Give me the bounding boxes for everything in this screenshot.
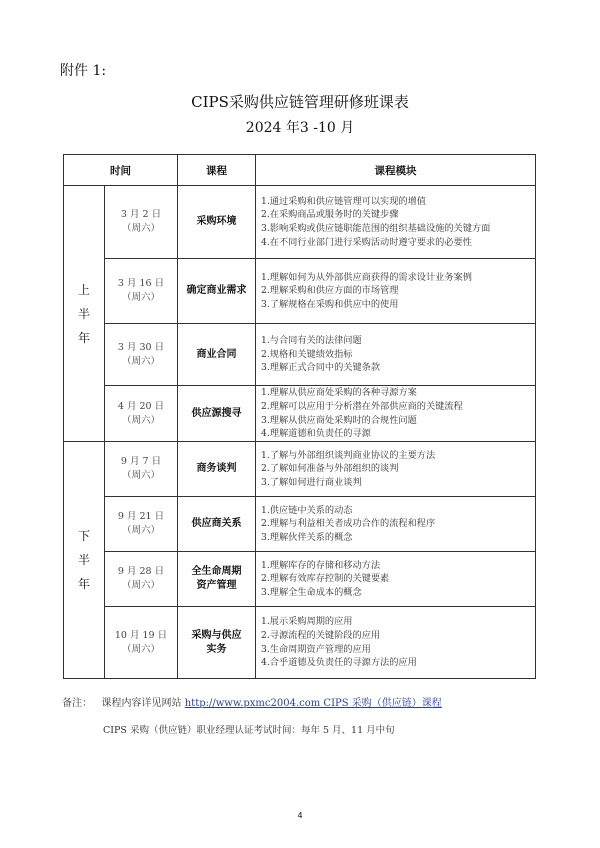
- course-cell: [178, 386, 256, 442]
- table-row: [64, 324, 536, 386]
- header-course: 课程: [178, 155, 256, 186]
- course-name: 采购与供应实务: [191, 629, 242, 655]
- module-item: 1.了解与外部组织谈判商业协议的主要方法: [261, 449, 436, 461]
- session-date: 3 月 16 日: [117, 278, 165, 289]
- session-date: 10 月 19 日: [114, 629, 168, 641]
- module-item: 2.规格和关键绩效指标: [261, 348, 353, 360]
- session-date: 4 月 20 日: [117, 400, 165, 412]
- course-name: 商业合同: [196, 348, 237, 360]
- half-year-cell: [64, 442, 105, 679]
- table-row: [64, 552, 536, 607]
- document-title: CIPS采购供应链管理研修班课表: [191, 93, 409, 111]
- session-date: 9 月 28 日: [117, 566, 165, 577]
- note-line: [62, 694, 442, 709]
- session-day: （周六）: [121, 643, 160, 655]
- table-row: [64, 442, 536, 497]
- module-item: 4.合乎道德及负责任的寻源方法的应用: [261, 657, 417, 669]
- course-cell: [178, 186, 256, 259]
- module-item: 2.在采购商品或服务时的关键步骤: [261, 209, 399, 221]
- module-item: 3.理解正式合同中的关键条款: [261, 362, 381, 374]
- module-item: 1.通过采购和供应链管理可以实现的增值: [261, 195, 426, 207]
- module-item: 1.供应链中关系的动态: [261, 504, 353, 516]
- half-year-label: 上半年: [78, 282, 91, 345]
- module-item: 2.理解与利益相关者成功合作的流程和程序: [261, 518, 436, 530]
- session-day: （周六）: [121, 414, 160, 426]
- header-modules: 课程模块: [256, 155, 536, 186]
- table-row: [64, 607, 536, 679]
- header-time: 时间: [64, 155, 178, 186]
- page-number: 4: [297, 811, 303, 820]
- course-name: 商务谈判: [196, 463, 237, 474]
- course-modules: [256, 442, 536, 497]
- module-item: 3.影响采购或供应链职能范围的组织基础设施的关键方面: [261, 223, 491, 234]
- module-item: 1.与合同有关的法律问题: [261, 335, 362, 347]
- half-year-cell: [64, 186, 105, 442]
- course-name: 采购环境: [196, 216, 237, 227]
- session-day: （周六）: [121, 580, 160, 591]
- table-row: [64, 259, 536, 324]
- session-day: （周六）: [121, 223, 160, 234]
- session-date-cell: [105, 552, 178, 607]
- course-modules: [256, 186, 536, 259]
- document-subtitle: 2024 年3 -10 月: [245, 120, 355, 136]
- session-day: （周六）: [121, 470, 160, 481]
- module-item: 4.理解道德和负责任的寻源: [261, 428, 371, 440]
- session-date-cell: [105, 259, 178, 324]
- session-date: 9 月 7 日: [120, 456, 162, 467]
- session-date-cell: [105, 442, 178, 497]
- module-item: 3.了解规格在采购和供应中的使用: [261, 298, 399, 310]
- course-modules: [256, 607, 536, 679]
- module-item: 2.理解有效库存控制的关键要素: [261, 573, 390, 585]
- course-name: 供应商关系: [191, 518, 242, 529]
- module-item: 1.展示采购周期的应用: [261, 616, 353, 628]
- session-date-cell: [105, 607, 178, 679]
- attachment-label: 附件 1:: [60, 63, 107, 79]
- course-cell: [178, 552, 256, 607]
- course-cell: [178, 259, 256, 324]
- session-day: （周六）: [121, 355, 160, 367]
- course-modules: [256, 497, 536, 552]
- module-item: 2.理解可以应用于分析潜在外部供应商的关键流程: [261, 400, 463, 412]
- course-cell: [178, 497, 256, 552]
- course-modules: [256, 259, 536, 324]
- schedule-table: [63, 154, 536, 679]
- half-year-label: 下半年: [78, 529, 91, 591]
- session-day: （周六）: [121, 292, 160, 303]
- course-modules: [256, 552, 536, 607]
- course-modules: [256, 324, 536, 386]
- session-day: （周六）: [121, 525, 160, 536]
- course-cell: [178, 324, 256, 386]
- module-item: 3.生命周期资产管理的应用: [261, 643, 371, 655]
- module-item: 3.了解如何进行商业谈判: [261, 476, 362, 488]
- module-item: 2.了解如何准备与外部组织的谈判: [261, 463, 399, 475]
- website-link[interactable]: http://www.pxmc2004.com CIPS 采购（供应链）课程: [184, 698, 442, 709]
- table-row: [64, 497, 536, 552]
- module-item: 3.理解从供应商处采购时的合规性问题: [261, 414, 417, 426]
- session-date-cell: [105, 497, 178, 552]
- session-date: 9 月 21 日: [117, 511, 165, 522]
- exam-time-note: CIPS 采购（供应链）职业经理认证考试时间：每年 5 月、11 月中旬: [103, 725, 395, 736]
- module-item: 3.理解全生命成本的概念: [261, 586, 362, 598]
- session-date-cell: [105, 324, 178, 386]
- module-item: 4.在不同行业部门进行采购活动时遵守要求的必要性: [261, 236, 472, 248]
- course-name: 确定商业需求: [186, 285, 247, 296]
- module-item: 2.寻源流程的关键阶段的应用: [261, 629, 381, 641]
- table-header-row: [64, 155, 536, 186]
- table-row: [64, 386, 536, 442]
- module-item: 1.理解从供应商处采购的各种寻源方案: [261, 387, 417, 399]
- module-item: 3.理解伙伴关系的概念: [261, 531, 353, 543]
- module-item: 1.理解库存的存储和移动方法: [261, 559, 381, 571]
- course-cell: [178, 607, 256, 679]
- table-row: [64, 186, 536, 259]
- module-item: 1.理解如何为从外部供应商获得的需求设计业务案例: [261, 271, 472, 283]
- note-text: 课程内容详见网站: [101, 698, 182, 709]
- module-item: 2.理解采购和供应方面的市场管理: [261, 285, 399, 297]
- course-name: 全生命周期资产管理: [191, 566, 242, 591]
- session-date: 3 月 2 日: [120, 209, 162, 220]
- session-date-cell: [105, 186, 178, 259]
- session-date: 3 月 30 日: [117, 341, 165, 353]
- course-cell: [178, 442, 256, 497]
- note-label: 备注：: [62, 698, 92, 709]
- course-modules: [256, 386, 536, 442]
- session-date-cell: [105, 386, 178, 442]
- course-name: 供应源搜寻: [191, 407, 242, 419]
